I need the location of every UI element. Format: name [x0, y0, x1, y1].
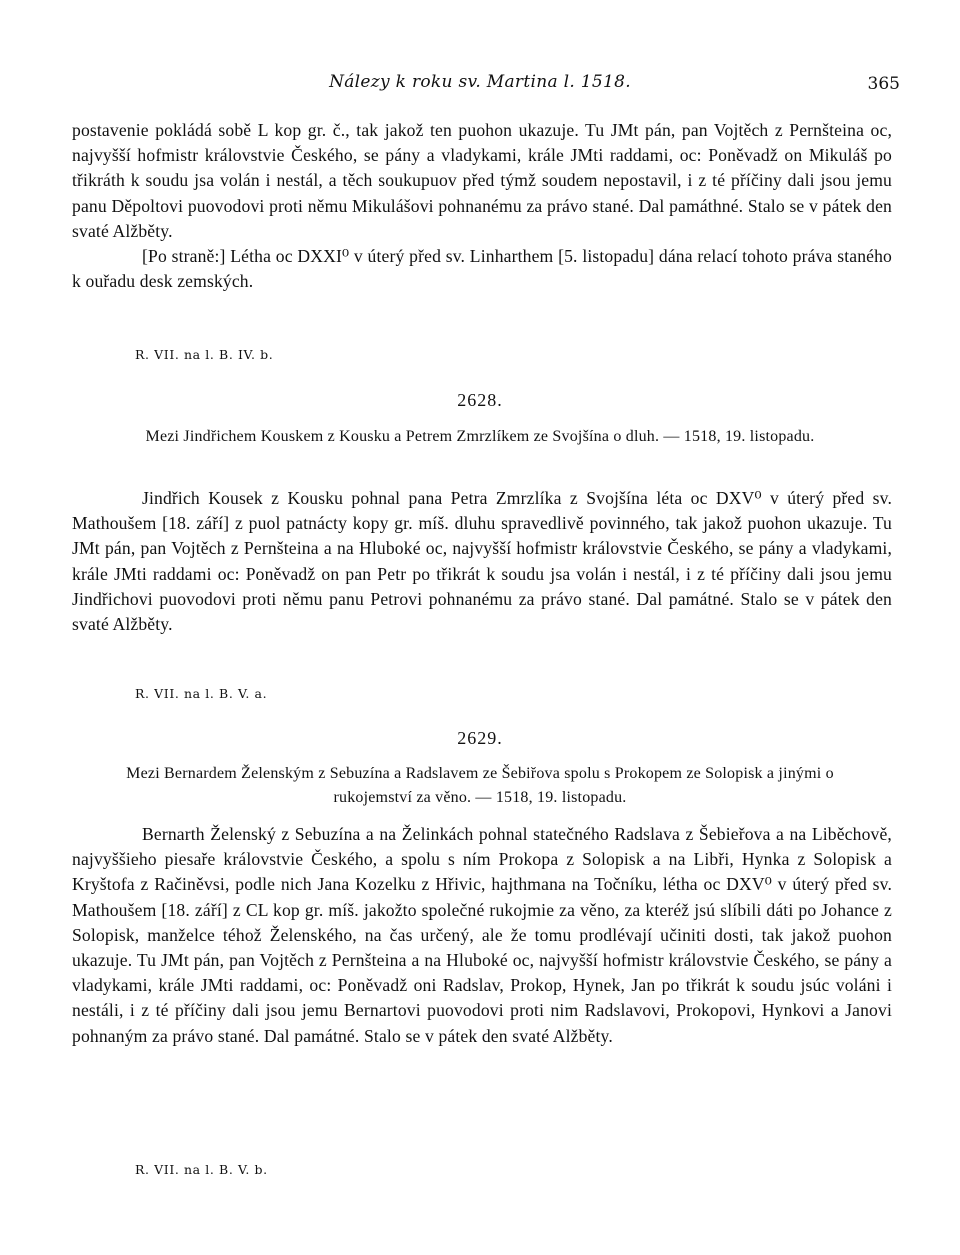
running-head	[0, 72, 960, 96]
archive-reference: R. VII. na l. B. IV. b.	[135, 347, 274, 362]
entry-paragraph: Bernarth Želenský z Sebuzína a na Želinkách pohnal statečného Radslava z Šebieřova a na Liběchově, najvyššieho piesaře královstvie Českého, a spolu s ním Prokopa z Solopisk a na Libři, Hynka z Solopisk a Kryštofa z Račiněvsi, podle nich Jana Kozelku z Hřivic, hajthmana na Točníku, létha oc DXV⁰ v úterý před sv. Mathoušem [18. září] z CL kop gr. míš. jakožto společné rukojmie za věno, za kteréž jsú slíbili dáti po Johance z Solopisk, manželce téhož Želenského, na čas určený, ale že tomu prodlévají učiniti dosti, tak jakož puohon ukazuje. Tu JMt pán, pan Vojtěch z Pernšteina a na Hluboké oc, najvyšší hofmistr královstvie Českého, se pány a vladykami, krále JMti raddami, oc: Poněvadž oni Radslav, Prokop, Hynek, Jan po třikrát k soudu jsúc voláni i nestáli, i z té příčiny dali jsou jemu Bernartovi puovodovi proti nim Radslavovi, Prokopovi, Hynkovi a Janovi pohnaným za právo stané. Dal památné. Stalo se v pátek den svaté Alžběty.	[72, 824, 892, 1046]
archive-reference: R. VII. na l. B. V. b.	[135, 1162, 268, 1177]
entry-text	[72, 486, 892, 637]
entry-paragraph: Jindřich Kousek z Kousku pohnal pana Petra Zmrzlíka z Svojšína léta oc DXV⁰ v úterý před sv. Mathoušem [18. září] z puol patnácty kopy gr. míš. dluhu spravedlivě povinného, tak jakož puohon ukazuje. Tu JMt pán, pan Vojtěch z Pernšteina a na Hluboké oc, najvyšší hofmistr královstvie Českého, se pány a vladykami, krále JMti raddami oc: Poněvadž on pan Petr po třikrát k soudu jsa volán i nestál, i z té příčiny dali jsou jemu Jindřichovi puovodovi proti němu panu Petrovi pohnanému za právo stané. Dal památné. Stalo se v pátek den svaté Alžběty.	[72, 488, 892, 635]
page-number: 365	[867, 74, 900, 94]
intro-block	[72, 118, 892, 294]
entry-text	[72, 822, 892, 1049]
entry-regest: Mezi Jindřichem Kouskem z Kousku a Petrem Zmrzlíkem ze Svojšína o dluh. — 1518, 19. listopadu.	[145, 428, 815, 445]
intro-paragraph: postavenie pokládá sobě L kop gr. č., tak jakož ten puohon ukazuje. Tu JMt pán, pan Vojtěch z Pernšteina oc, najvyšší hofmistr královstvie Českého, se pány a vladykami, krále JMti raddami, oc: Poněvadž on Mikuláš po třikráth k soudu jsa volán i nestál, a těch soukupuov před týmž soudem nepostavil, i z té příčiny dali jsou jemu panu Děpoltovi puovodovi proti němu Mikulášovi pohnanému za právo stané. Dal památhné. Stalo se v pátek den svaté Alžběty.	[72, 120, 892, 241]
entry-regest: Mezi Bernardem Želenským z Sebuzína a Radslavem ze Šebiřova spolu s Prokopem ze Solopisk a jinými o rukojemství za věno. — 1518, 19. listopadu.	[126, 765, 834, 806]
running-title: Nálezy k roku sv. Martina l. 1518.	[329, 72, 631, 92]
entry-number: 2629.	[457, 728, 503, 748]
archive-reference: R. VII. na l. B. V. a.	[135, 686, 268, 701]
margin-note: [Po straně:] Létha oc DXXI⁰ v úterý před sv. Linharthem [5. listopadu] dána relací tohoto práva staného k ouřadu desk zemských.	[72, 246, 892, 292]
entry-number: 2628.	[457, 390, 503, 410]
